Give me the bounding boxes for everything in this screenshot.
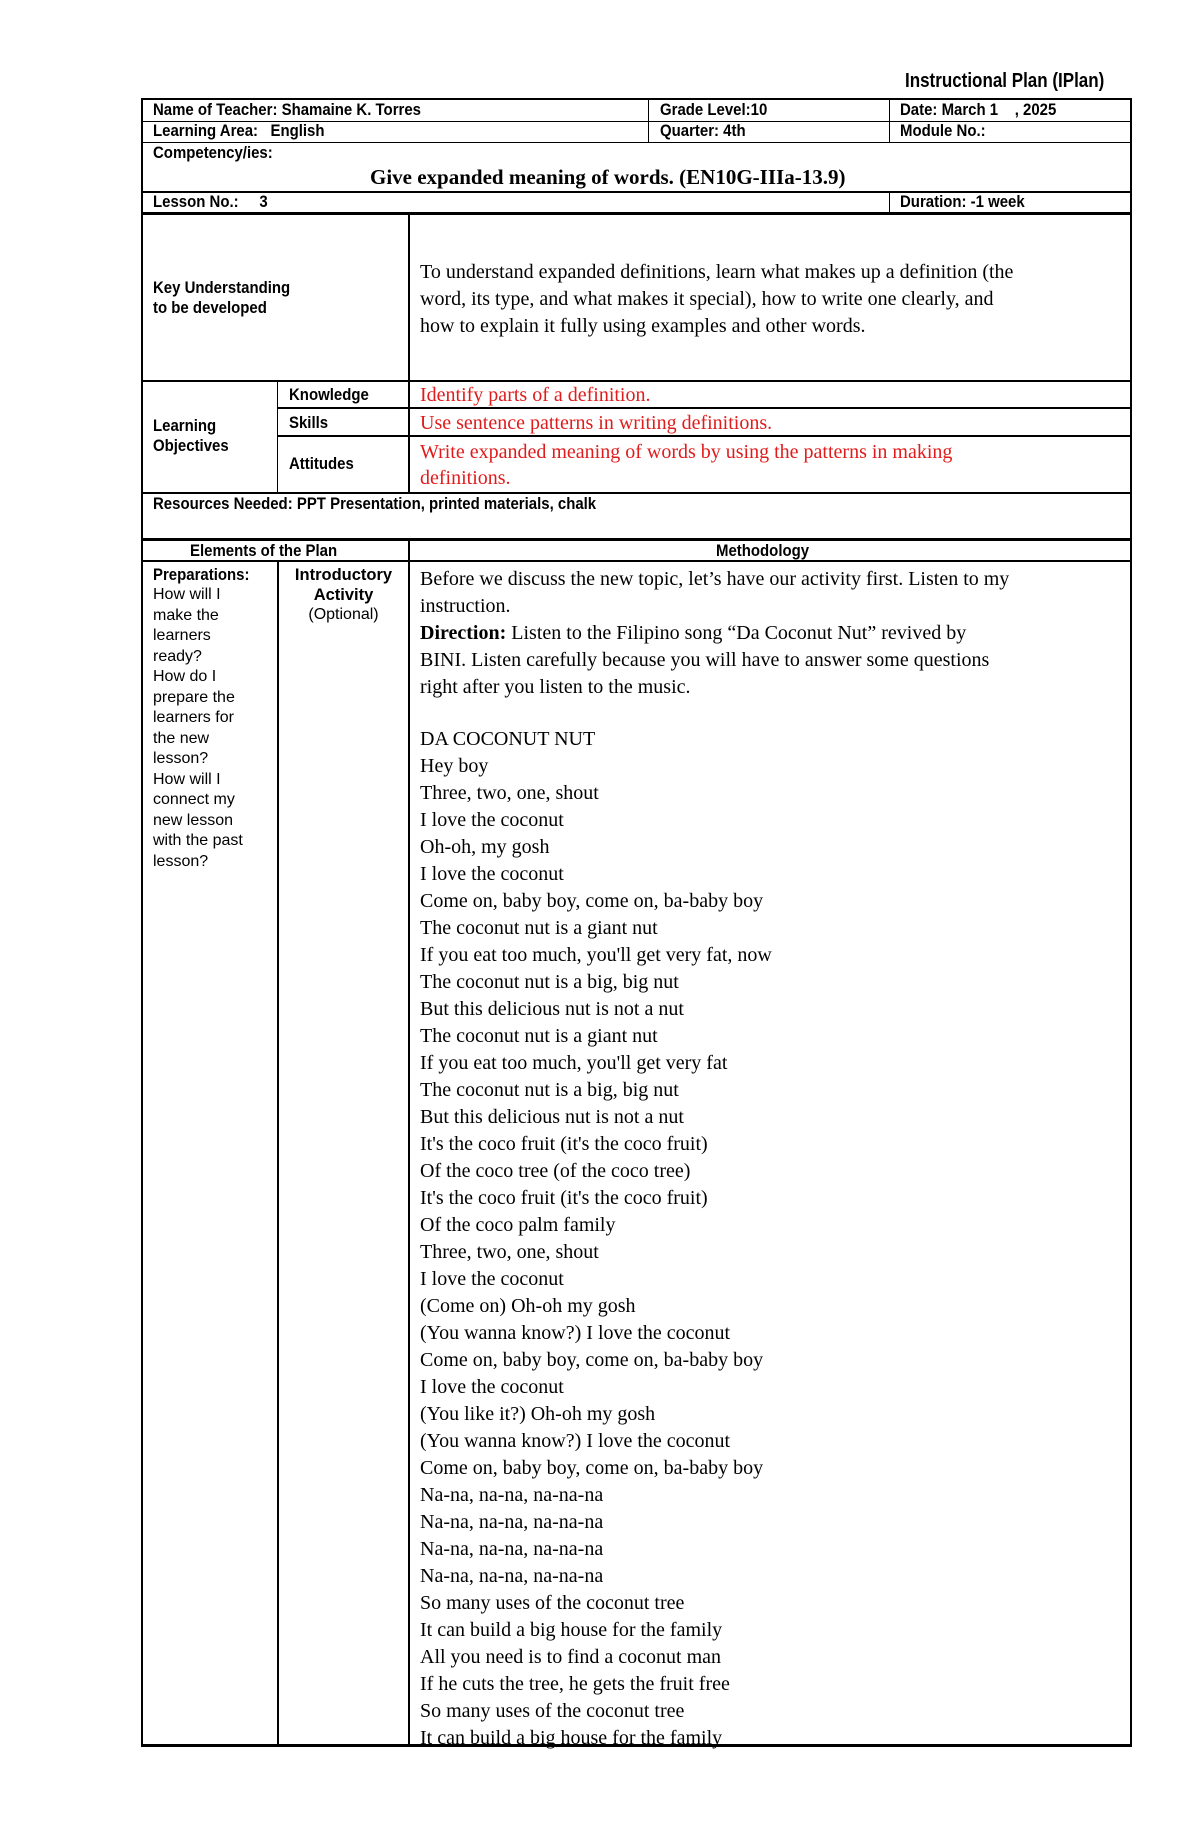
lyric-line: So many uses of the coconut tree bbox=[420, 1700, 685, 1722]
lyric-line: The coconut nut is a big, big nut bbox=[420, 1079, 679, 1101]
attitudes-objective: Write expanded meaning of words by using the patterns in making definitions. bbox=[420, 441, 953, 489]
table-border bbox=[1130, 98, 1132, 1746]
lyric-line: So many uses of the coconut tree bbox=[420, 1592, 685, 1614]
lyric-line: If you eat too much, you'll get very fat bbox=[420, 1052, 728, 1074]
lyric-line: Na-na, na-na, na-na-na bbox=[420, 1484, 604, 1506]
table-border bbox=[648, 98, 649, 143]
resources-needed: Resources Needed: PPT Presentation, printed materials, chalk bbox=[153, 494, 597, 513]
table-border bbox=[278, 407, 1132, 409]
lyric-line: Three, two, one, shout bbox=[420, 1241, 599, 1263]
preparations-questions: How will I make the learners ready? How do I prepare the learners for the new lesson? How will I connect my new lesson with the past lesson? bbox=[153, 586, 243, 870]
lyric-line: Come on, baby boy, come on, ba-baby boy bbox=[420, 890, 764, 912]
table-border bbox=[141, 142, 1132, 143]
lyric-line: But this delicious nut is not a nut bbox=[420, 1106, 684, 1128]
table-border bbox=[141, 380, 1132, 382]
lyric-line: If you eat too much, you'll get very fat, now bbox=[420, 944, 772, 966]
skills-label: Skills bbox=[289, 413, 329, 432]
lyric-line: The coconut nut is a giant nut bbox=[420, 917, 658, 939]
lyric-line: But this delicious nut is not a nut bbox=[420, 998, 684, 1020]
table-border bbox=[889, 191, 890, 213]
grade-level: Grade Level:10 bbox=[660, 100, 768, 119]
lyric-line: Hey boy bbox=[420, 755, 489, 777]
elements-of-plan-header: Elements of the Plan bbox=[190, 541, 338, 560]
lyric-line: It's the coco fruit (it's the coco fruit) bbox=[420, 1133, 708, 1155]
lyric-line: Three, two, one, shout bbox=[420, 782, 599, 804]
table-border bbox=[408, 213, 410, 494]
competency-label: Competency/ies: bbox=[153, 143, 273, 162]
learning-objectives-label: Learning Objectives bbox=[153, 416, 229, 455]
learning-area: Learning Area: English bbox=[153, 121, 325, 140]
knowledge-objective: Identify parts of a definition. bbox=[420, 384, 651, 406]
lyric-line: It can build a big house for the family bbox=[420, 1727, 723, 1749]
methodology-header: Methodology bbox=[716, 541, 810, 560]
lyric-line: Oh-oh, my gosh bbox=[420, 836, 550, 858]
key-understanding-text: To understand expanded definitions, learn what makes up a definition (the word, its type, and what makes it special), how to write one clearly, and how to explain it fully using examples and other words. bbox=[420, 261, 1014, 337]
lyric-line: Of the coco tree (of the coco tree) bbox=[420, 1160, 691, 1182]
lyric-line: (You wanna know?) I love the coconut bbox=[420, 1430, 731, 1452]
introductory-activity-label: Introductory Activity (Optional) bbox=[294, 566, 393, 623]
quarter: Quarter: 4th bbox=[660, 121, 746, 140]
lyric-line: If he cuts the tree, he gets the fruit free bbox=[420, 1673, 730, 1695]
lyric-line: I love the coconut bbox=[420, 1376, 564, 1398]
lyric-line: Come on, baby boy, come on, ba-baby boy bbox=[420, 1349, 764, 1371]
module-number: Module No.: bbox=[900, 121, 986, 140]
lyric-line: The coconut nut is a big, big nut bbox=[420, 971, 679, 993]
lyric-line: I love the coconut bbox=[420, 1268, 564, 1290]
skills-objective: Use sentence patterns in writing definitions. bbox=[420, 412, 773, 434]
duration: Duration: -1 week bbox=[900, 192, 1025, 211]
document-title: Instructional Plan (IPlan) bbox=[905, 70, 1105, 92]
table-border bbox=[408, 540, 410, 1746]
lyric-line: Na-na, na-na, na-na-na bbox=[420, 1565, 604, 1587]
lyric-line: I love the coconut bbox=[420, 863, 564, 885]
preparations-title: Preparations: bbox=[153, 565, 250, 584]
lyric-line: It can build a big house for the family bbox=[420, 1619, 723, 1641]
knowledge-label: Knowledge bbox=[289, 385, 369, 404]
lyric-line: Come on, baby boy, come on, ba-baby boy bbox=[420, 1457, 764, 1479]
song-lyrics bbox=[420, 726, 1009, 1752]
lyric-line: (You wanna know?) I love the coconut bbox=[420, 1322, 731, 1344]
table-border bbox=[889, 98, 890, 143]
lesson-number: Lesson No.: 3 bbox=[153, 192, 268, 211]
table-border bbox=[277, 561, 279, 1746]
date: Date: March 1 , 2025 bbox=[900, 100, 1057, 119]
table-border bbox=[277, 380, 278, 494]
lyric-line: (You like it?) Oh-oh my gosh bbox=[420, 1403, 656, 1425]
table-border bbox=[141, 98, 143, 1746]
lyric-line: It's the coco fruit (it's the coco fruit) bbox=[420, 1187, 708, 1209]
table-border bbox=[141, 212, 1132, 215]
lyric-line: Na-na, na-na, na-na-na bbox=[420, 1538, 604, 1560]
lyric-line: The coconut nut is a giant nut bbox=[420, 1025, 658, 1047]
lyric-line: I love the coconut bbox=[420, 809, 564, 831]
key-understanding-label: Key Understanding to be developed bbox=[153, 278, 291, 317]
attitudes-label: Attitudes bbox=[289, 454, 354, 473]
lyric-line: Of the coco palm family bbox=[420, 1214, 616, 1236]
song-title: DA COCONUT NUT bbox=[420, 728, 596, 750]
lyric-line: All you need is to find a coconut man bbox=[420, 1646, 722, 1668]
direction-label: Direction: bbox=[420, 622, 507, 644]
lyric-line: (Come on) Oh-oh my gosh bbox=[420, 1295, 636, 1317]
lyric-line: Na-na, na-na, na-na-na bbox=[420, 1511, 604, 1533]
teacher-name: Name of Teacher: Shamaine K. Torres bbox=[153, 100, 421, 119]
methodology-content: Before we discuss the new topic, let’s have our activity first. Listen to my instruction. Direction: Listen to the Filipino song “Da Coconut Nut” revived by BINI. Listen carefully because you will have to answer some questions right after you listen to the music. DA COCONUT NUT Hey boy Three, two, one, shout I love the coconut Oh-oh, my gosh I love the coconut Come on, baby boy, come on, ba-baby boy The coconut nut is a giant nut If you eat too much, you'll get very fat, now The coconut nut is a big, big nut But this delicious nut is not a nut The coconut nut is a giant nut If you eat too much, you'll get very fat The coconut nut is a big, big nut But this delicious nut is not a nut It's the coco fruit (it's the coco fruit) Of the coco tree (of the coco tree) It's the coco fruit (it's the coco fruit) Of the coco palm family Three, two, one, shout I love the coconut (Come on) Oh-oh my gosh (You wanna know?) I love the coconut Come on, baby boy, come on, ba-baby boy I love the coconut (You like it?) Oh-oh my gosh (You wanna know?) I love the coconut Come on, baby boy, come on, ba-baby boy Na-na, na-na, na-na-na Na-na, na-na, na-na-na Na-na, na-na, na-na-na Na-na, na-na, na-na-na So many uses of the coconut tree It can build a big house for the family All you need is to find a coconut man If he cuts the tree, he gets the fruit free So many uses of the coconut tree It can build a big house for the family bbox=[420, 566, 1009, 1752]
competency-text: Give expanded meaning of words. (EN10G-IIIa-13.9) bbox=[370, 165, 846, 189]
table-border bbox=[278, 435, 1132, 437]
